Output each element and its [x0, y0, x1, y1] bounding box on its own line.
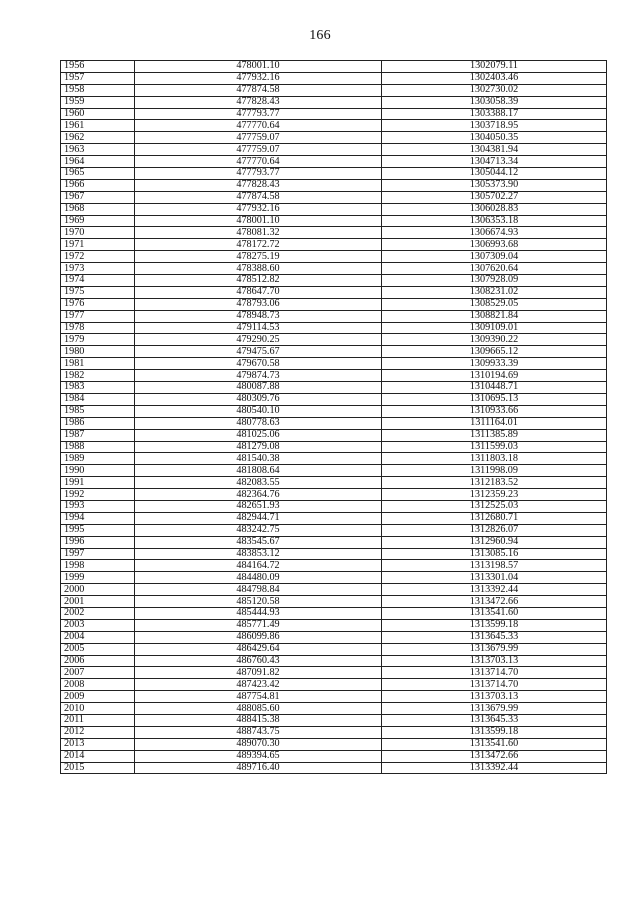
x-coordinate-cell: 484480.09 — [135, 572, 382, 584]
x-coordinate-cell: 477770.64 — [135, 120, 382, 132]
x-coordinate-cell: 483242.75 — [135, 524, 382, 536]
x-coordinate-cell: 478001.10 — [135, 61, 382, 73]
y-coordinate-cell: 1313714.70 — [382, 679, 607, 691]
y-coordinate-cell: 1308821.84 — [382, 310, 607, 322]
table-row — [61, 512, 607, 524]
coordinates-table-body — [61, 61, 607, 774]
table-row — [61, 61, 607, 73]
point-number-cell: 1988 — [61, 441, 135, 453]
table-row — [61, 714, 607, 726]
point-number-cell: 1995 — [61, 524, 135, 536]
point-number-cell: 1998 — [61, 560, 135, 572]
x-coordinate-cell: 477793.77 — [135, 108, 382, 120]
point-number-cell: 1969 — [61, 215, 135, 227]
y-coordinate-cell: 1307309.04 — [382, 251, 607, 263]
table-row — [61, 441, 607, 453]
point-number-cell: 1979 — [61, 334, 135, 346]
point-number-cell: 1993 — [61, 500, 135, 512]
x-coordinate-cell: 478275.19 — [135, 251, 382, 263]
x-coordinate-cell: 477932.16 — [135, 203, 382, 215]
point-number-cell: 2004 — [61, 631, 135, 643]
table-row — [61, 655, 607, 667]
table-row — [61, 108, 607, 120]
point-number-cell: 1960 — [61, 108, 135, 120]
y-coordinate-cell: 1302079.11 — [382, 61, 607, 73]
x-coordinate-cell: 481808.64 — [135, 465, 382, 477]
table-row — [61, 500, 607, 512]
point-number-cell: 1974 — [61, 275, 135, 287]
y-coordinate-cell: 1310448.71 — [382, 382, 607, 394]
y-coordinate-cell: 1305702.27 — [382, 191, 607, 203]
table-row — [61, 762, 607, 774]
y-coordinate-cell: 1313472.66 — [382, 750, 607, 762]
point-number-cell: 1991 — [61, 477, 135, 489]
y-coordinate-cell: 1304050.35 — [382, 132, 607, 144]
x-coordinate-cell: 478512.82 — [135, 275, 382, 287]
point-number-cell: 1964 — [61, 156, 135, 168]
table-row — [61, 631, 607, 643]
x-coordinate-cell: 484798.84 — [135, 584, 382, 596]
point-number-cell: 1977 — [61, 310, 135, 322]
point-number-cell: 1994 — [61, 512, 135, 524]
x-coordinate-cell: 478793.06 — [135, 298, 382, 310]
point-number-cell: 1992 — [61, 489, 135, 501]
y-coordinate-cell: 1309665.12 — [382, 346, 607, 358]
table-row — [61, 726, 607, 738]
y-coordinate-cell: 1313392.44 — [382, 762, 607, 774]
point-number-cell: 2005 — [61, 643, 135, 655]
y-coordinate-cell: 1302730.02 — [382, 84, 607, 96]
table-row — [61, 667, 607, 679]
y-coordinate-cell: 1309390.22 — [382, 334, 607, 346]
point-number-cell: 1965 — [61, 168, 135, 180]
x-coordinate-cell: 479114.53 — [135, 322, 382, 334]
table-row — [61, 322, 607, 334]
y-coordinate-cell: 1308529.05 — [382, 298, 607, 310]
x-coordinate-cell: 477759.07 — [135, 144, 382, 156]
table-row — [61, 477, 607, 489]
table-row — [61, 382, 607, 394]
x-coordinate-cell: 480778.63 — [135, 417, 382, 429]
point-number-cell: 1983 — [61, 382, 135, 394]
x-coordinate-cell: 480087.88 — [135, 382, 382, 394]
y-coordinate-cell: 1305044.12 — [382, 168, 607, 180]
table-row — [61, 453, 607, 465]
y-coordinate-cell: 1306353.18 — [382, 215, 607, 227]
x-coordinate-cell: 477828.43 — [135, 96, 382, 108]
table-row — [61, 239, 607, 251]
table-row — [61, 619, 607, 631]
x-coordinate-cell: 483545.67 — [135, 536, 382, 548]
table-row — [61, 607, 607, 619]
y-coordinate-cell: 1313301.04 — [382, 572, 607, 584]
y-coordinate-cell: 1313679.99 — [382, 643, 607, 655]
table-row — [61, 72, 607, 84]
point-number-cell: 1982 — [61, 370, 135, 382]
table-row — [61, 524, 607, 536]
table-row — [61, 417, 607, 429]
point-number-cell: 1976 — [61, 298, 135, 310]
x-coordinate-cell: 477874.58 — [135, 84, 382, 96]
x-coordinate-cell: 477770.64 — [135, 156, 382, 168]
y-coordinate-cell: 1311998.09 — [382, 465, 607, 477]
point-number-cell: 1999 — [61, 572, 135, 584]
table-row — [61, 251, 607, 263]
y-coordinate-cell: 1313541.60 — [382, 607, 607, 619]
y-coordinate-cell: 1313599.18 — [382, 726, 607, 738]
x-coordinate-cell: 487091.82 — [135, 667, 382, 679]
y-coordinate-cell: 1313703.13 — [382, 691, 607, 703]
y-coordinate-cell: 1313198.57 — [382, 560, 607, 572]
table-row — [61, 643, 607, 655]
y-coordinate-cell: 1312183.52 — [382, 477, 607, 489]
y-coordinate-cell: 1312359.23 — [382, 489, 607, 501]
table-row — [61, 370, 607, 382]
point-number-cell: 1958 — [61, 84, 135, 96]
table-row — [61, 132, 607, 144]
x-coordinate-cell: 479475.67 — [135, 346, 382, 358]
y-coordinate-cell: 1306674.93 — [382, 227, 607, 239]
x-coordinate-cell: 482944.71 — [135, 512, 382, 524]
y-coordinate-cell: 1303058.39 — [382, 96, 607, 108]
coordinates-table — [60, 60, 607, 774]
y-coordinate-cell: 1309109.01 — [382, 322, 607, 334]
x-coordinate-cell: 483853.12 — [135, 548, 382, 560]
table-row — [61, 286, 607, 298]
table-row — [61, 465, 607, 477]
table-row — [61, 215, 607, 227]
page-number: 166 — [309, 28, 331, 43]
table-row — [61, 584, 607, 596]
x-coordinate-cell: 489716.40 — [135, 762, 382, 774]
point-number-cell: 1968 — [61, 203, 135, 215]
y-coordinate-cell: 1311803.18 — [382, 453, 607, 465]
y-coordinate-cell: 1302403.46 — [382, 72, 607, 84]
table-row — [61, 263, 607, 275]
y-coordinate-cell: 1313472.66 — [382, 596, 607, 608]
table-row — [61, 560, 607, 572]
point-number-cell: 1972 — [61, 251, 135, 263]
point-number-cell: 1986 — [61, 417, 135, 429]
point-number-cell: 1984 — [61, 393, 135, 405]
point-number-cell: 2013 — [61, 738, 135, 750]
y-coordinate-cell: 1313645.33 — [382, 631, 607, 643]
point-number-cell: 1981 — [61, 358, 135, 370]
x-coordinate-cell: 478948.73 — [135, 310, 382, 322]
point-number-cell: 1985 — [61, 405, 135, 417]
x-coordinate-cell: 479874.73 — [135, 370, 382, 382]
x-coordinate-cell: 477874.58 — [135, 191, 382, 203]
table-row — [61, 346, 607, 358]
x-coordinate-cell: 481540.38 — [135, 453, 382, 465]
table-row — [61, 84, 607, 96]
y-coordinate-cell: 1308231.02 — [382, 286, 607, 298]
point-number-cell: 2003 — [61, 619, 135, 631]
x-coordinate-cell: 485120.58 — [135, 596, 382, 608]
y-coordinate-cell: 1309933.39 — [382, 358, 607, 370]
x-coordinate-cell: 477932.16 — [135, 72, 382, 84]
table-row — [61, 310, 607, 322]
y-coordinate-cell: 1313085.16 — [382, 548, 607, 560]
table-row — [61, 703, 607, 715]
y-coordinate-cell: 1312960.94 — [382, 536, 607, 548]
point-number-cell: 2001 — [61, 596, 135, 608]
y-coordinate-cell: 1312826.07 — [382, 524, 607, 536]
point-number-cell: 2008 — [61, 679, 135, 691]
point-number-cell: 1966 — [61, 179, 135, 191]
y-coordinate-cell: 1310933.66 — [382, 405, 607, 417]
y-coordinate-cell: 1310194.69 — [382, 370, 607, 382]
point-number-cell: 1957 — [61, 72, 135, 84]
x-coordinate-cell: 479290.25 — [135, 334, 382, 346]
y-coordinate-cell: 1313714.70 — [382, 667, 607, 679]
x-coordinate-cell: 482083.55 — [135, 477, 382, 489]
point-number-cell: 1990 — [61, 465, 135, 477]
point-number-cell: 2012 — [61, 726, 135, 738]
x-coordinate-cell: 487423.42 — [135, 679, 382, 691]
point-number-cell: 1973 — [61, 263, 135, 275]
x-coordinate-cell: 486099.86 — [135, 631, 382, 643]
y-coordinate-cell: 1304381.94 — [382, 144, 607, 156]
point-number-cell: 1963 — [61, 144, 135, 156]
y-coordinate-cell: 1312680.71 — [382, 512, 607, 524]
table-row — [61, 298, 607, 310]
x-coordinate-cell: 481025.06 — [135, 429, 382, 441]
y-coordinate-cell: 1307620.64 — [382, 263, 607, 275]
y-coordinate-cell: 1303388.17 — [382, 108, 607, 120]
x-coordinate-cell: 480309.76 — [135, 393, 382, 405]
point-number-cell: 1975 — [61, 286, 135, 298]
x-coordinate-cell: 481279.08 — [135, 441, 382, 453]
y-coordinate-cell: 1310695.13 — [382, 393, 607, 405]
table-row — [61, 203, 607, 215]
point-number-cell: 1997 — [61, 548, 135, 560]
x-coordinate-cell: 478388.60 — [135, 263, 382, 275]
point-number-cell: 2007 — [61, 667, 135, 679]
y-coordinate-cell: 1313703.13 — [382, 655, 607, 667]
y-coordinate-cell: 1311385.89 — [382, 429, 607, 441]
table-row — [61, 393, 607, 405]
y-coordinate-cell: 1306993.68 — [382, 239, 607, 251]
x-coordinate-cell: 482651.93 — [135, 500, 382, 512]
y-coordinate-cell: 1313645.33 — [382, 714, 607, 726]
x-coordinate-cell: 485444.93 — [135, 607, 382, 619]
x-coordinate-cell: 478001.10 — [135, 215, 382, 227]
point-number-cell: 2011 — [61, 714, 135, 726]
table-row — [61, 548, 607, 560]
y-coordinate-cell: 1313541.60 — [382, 738, 607, 750]
table-row — [61, 144, 607, 156]
y-coordinate-cell: 1313599.18 — [382, 619, 607, 631]
x-coordinate-cell: 477793.77 — [135, 168, 382, 180]
point-number-cell: 2010 — [61, 703, 135, 715]
point-number-cell: 2009 — [61, 691, 135, 703]
x-coordinate-cell: 487754.81 — [135, 691, 382, 703]
x-coordinate-cell: 478172.72 — [135, 239, 382, 251]
x-coordinate-cell: 477828.43 — [135, 179, 382, 191]
point-number-cell: 1967 — [61, 191, 135, 203]
table-row — [61, 429, 607, 441]
x-coordinate-cell: 477759.07 — [135, 132, 382, 144]
point-number-cell: 1989 — [61, 453, 135, 465]
table-row — [61, 691, 607, 703]
y-coordinate-cell: 1312525.03 — [382, 500, 607, 512]
x-coordinate-cell: 486429.64 — [135, 643, 382, 655]
y-coordinate-cell: 1313392.44 — [382, 584, 607, 596]
table-row — [61, 572, 607, 584]
y-coordinate-cell: 1303718.95 — [382, 120, 607, 132]
x-coordinate-cell: 479670.58 — [135, 358, 382, 370]
table-row — [61, 156, 607, 168]
table-row — [61, 275, 607, 287]
point-number-cell: 1971 — [61, 239, 135, 251]
y-coordinate-cell: 1304713.34 — [382, 156, 607, 168]
y-coordinate-cell: 1313679.99 — [382, 703, 607, 715]
table-row — [61, 750, 607, 762]
table-row — [61, 120, 607, 132]
x-coordinate-cell: 484164.72 — [135, 560, 382, 572]
point-number-cell: 2006 — [61, 655, 135, 667]
point-number-cell: 2002 — [61, 607, 135, 619]
point-number-cell: 1961 — [61, 120, 135, 132]
x-coordinate-cell: 480540.10 — [135, 405, 382, 417]
point-number-cell: 2000 — [61, 584, 135, 596]
y-coordinate-cell: 1306028.83 — [382, 203, 607, 215]
x-coordinate-cell: 489070.30 — [135, 738, 382, 750]
table-row — [61, 489, 607, 501]
table-row — [61, 227, 607, 239]
x-coordinate-cell: 485771.49 — [135, 619, 382, 631]
x-coordinate-cell: 488415.38 — [135, 714, 382, 726]
table-row — [61, 179, 607, 191]
point-number-cell: 1980 — [61, 346, 135, 358]
point-number-cell: 2015 — [61, 762, 135, 774]
x-coordinate-cell: 478081.32 — [135, 227, 382, 239]
x-coordinate-cell: 478647.70 — [135, 286, 382, 298]
y-coordinate-cell: 1311599.03 — [382, 441, 607, 453]
x-coordinate-cell: 486760.43 — [135, 655, 382, 667]
x-coordinate-cell: 482364.76 — [135, 489, 382, 501]
point-number-cell: 1996 — [61, 536, 135, 548]
table-row — [61, 596, 607, 608]
table-row — [61, 358, 607, 370]
table-row — [61, 96, 607, 108]
point-number-cell: 2014 — [61, 750, 135, 762]
table-row — [61, 536, 607, 548]
x-coordinate-cell: 489394.65 — [135, 750, 382, 762]
x-coordinate-cell: 488743.75 — [135, 726, 382, 738]
table-row — [61, 738, 607, 750]
point-number-cell: 1959 — [61, 96, 135, 108]
table-row — [61, 191, 607, 203]
y-coordinate-cell: 1307928.09 — [382, 275, 607, 287]
y-coordinate-cell: 1311164.01 — [382, 417, 607, 429]
point-number-cell: 1978 — [61, 322, 135, 334]
x-coordinate-cell: 488085.60 — [135, 703, 382, 715]
point-number-cell: 1970 — [61, 227, 135, 239]
table-row — [61, 334, 607, 346]
point-number-cell: 1962 — [61, 132, 135, 144]
y-coordinate-cell: 1305373.90 — [382, 179, 607, 191]
point-number-cell: 1987 — [61, 429, 135, 441]
table-row — [61, 405, 607, 417]
table-row — [61, 679, 607, 691]
point-number-cell: 1956 — [61, 61, 135, 73]
table-row — [61, 168, 607, 180]
